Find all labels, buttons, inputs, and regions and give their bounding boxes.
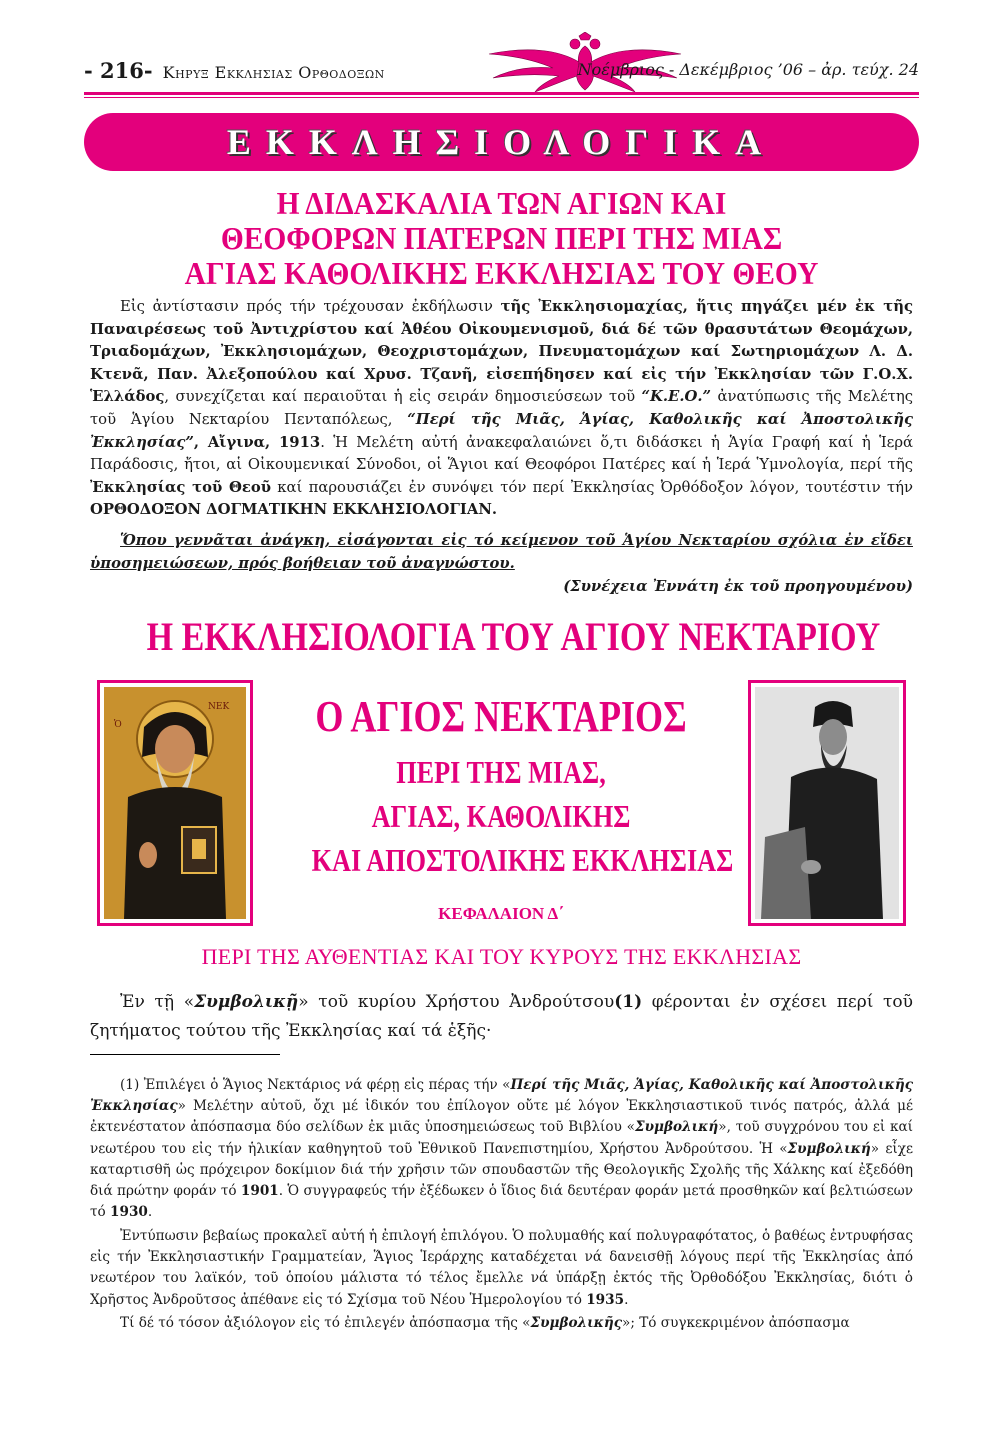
intro-text-bold: , Αἴγινα, 1913: [193, 433, 321, 451]
footnote-emph: Περί τῆς Μιᾶς, Ἁγίας, Καθολικῆς καί Ἀποστολικῆς Ἐκκλησίας: [90, 1077, 913, 1115]
section-banner: [84, 113, 919, 171]
footnote-text: » εἶχε καταρτισθῆ ὡς πρόχειρον δοκίμιον διά τήν χρῆσιν τῶν σπουδαστῶν τῆς Θεολογικῆς Σχολῆς τῆς Χάλκης καί ἐξεδόθη διά πρώτην φοράν τό: [90, 1140, 913, 1200]
footnote-year: 1935: [586, 1291, 625, 1308]
running-header: [84, 52, 919, 96]
footnote-3: [90, 1313, 913, 1334]
footnote-text: .: [147, 1204, 153, 1221]
footnote-text: .: [624, 1291, 629, 1308]
footnote-separator: [90, 1054, 280, 1055]
body-text: Ἐν τῇ «: [120, 992, 195, 1012]
subtitle-line: ΚΑΙ ΑΠΟΣΤΟΛΙΚΗΣ ΕΚΚΛΗΣΙΑΣ: [311, 842, 734, 878]
article-title-line: ΑΓΙΑΣ ΚΑΘΟΛΙΚΗΣ ΕΚΚΛΗΣΙΑΣ ΤΟΥ ΘΕΟΥ: [184, 255, 819, 291]
footnote-text: (1) Ἐπιλέγει ὁ Ἅγιος Νεκτάριος νά φέρῃ εἰς πέρας τήν «: [120, 1077, 511, 1093]
article-title: [117, 186, 885, 291]
subtitle-line: ΠΕΡΙ ΤΗΣ ΜΙΑΣ,: [396, 754, 606, 790]
intro-text-bold: Ἐκκλησίας τοῦ Θεοῦ: [90, 478, 271, 496]
footnote-text: . Ὁ συγγραφεύς τήν ἐξέδωκεν ὁ ἴδιος διά δευτέραν φοράν μετά προσθηκῶν καί βελτιώσεων τό: [90, 1183, 913, 1221]
article-title-line: ΘΕΟΦΟΡΩΝ ΠΑΤΕΡΩΝ ΠΕΡΙ ΤΗΣ ΜΙΑΣ: [220, 220, 783, 256]
intro-text-bold: τῆς Ἐκκλησιομαχίας, ἥτις πηγάζει μέν ἐκ τῆς Παναιρέσεως τοῦ Ἀντιχρίστου καί Ἀθέου Οἰκουμενισμοῦ, διά δέ τῶν θρασυτάτων Θεομάχων, Τριαδομάχων, Ἐκκλησιομάχων, Θεοχριστομάχων, Πνευματομάχων καί Σωτηριομάχων Λ. Δ. Κτενᾶ, Παν. Ἀλεξοπούλου καί Χρυσ. Τζανῆ, εἰσεπήδησεν καί εἰς τήν Ἐκκλησίαν τῶν Γ.Ο.Χ. Ἑλλάδος: [90, 298, 913, 406]
saint-icon-painting: [97, 680, 253, 926]
footnote-2: [90, 1226, 913, 1311]
footnote-year: 1901: [240, 1183, 279, 1200]
body-text: » τοῦ κυρίου Χρήστου Ἀνδρούτσου: [298, 992, 615, 1012]
banner-label: ΕΚΚΛΗΣΙΟΛΟΓΙΚΑ: [226, 122, 777, 162]
footnote-emph: Συμβολική: [634, 1119, 719, 1136]
body-paragraph: [90, 988, 913, 1046]
intro-text: ἀνατύπωσις τῆς Μελέτης τοῦ Ἁγίου Νεκταρίου Πενταπόλεως,: [90, 388, 913, 428]
intro-text: . Ἡ Μελέτη αὐτή ἀνακεφαλαιώνει ὅ,τι διδάσκει ἡ Ἁγία Γραφή καί ἡ Ἱερά Παράδοσις, ἤτοι, αἱ Οἰκουμενικαί Σύνοδοι, οἱ Ἅγιοι καί Θεοφόροι Πατέρες καί ἡ Ἱερά Ὑμνολογία, περί τῆς: [90, 433, 914, 474]
header-left: [84, 58, 385, 83]
article-title-line: Η ΔΙΔΑΣΚΑΛΙΑ ΤΩΝ ΑΓΙΩΝ ΚΑΙ: [276, 185, 727, 221]
footnote-emph: Συμβολικῆς: [530, 1315, 622, 1331]
intro-paragraph: [90, 296, 913, 522]
subtitle-line: ΑΓΙΑΣ, ΚΑΘΟΛΙΚΗΣ: [371, 798, 631, 834]
svg-text:ΝΕΚ: ΝΕΚ: [208, 702, 230, 712]
footnote-text: Ἐντύπωσιν βεβαίως προκαλεῖ αὐτή ἡ ἐπιλογή ἐπιλόγου. Ὁ πολυμαθής καί πολυγραφότατος, ὁ βαθέως ἐντρυφήσας εἰς τήν Ἐκκλησιαστικήν Γραμματείαν, Ἅγιος Ἱεράρχης καταδέχεται νά δανεισθῇ λόγους περί τῆς Ἐκκλησίας ἀπό νεωτέρον του λαϊκόν, τοῦ ὁποίου μάλιστα τό τέλος ἔμελλε νά ὑπάρξῃ ἐκτός τῆς Ὀρθοδόξου Ἐκκλησίας, διότι ὁ Χρῆστος Ἀνδροῦτσος ἀπέθανε εἰς τό Σχίσμα τοῦ Νέου Ἡμερολογίου τό: [90, 1228, 913, 1308]
header-rule: [84, 92, 919, 95]
intro-text: , συνεχίζεται καί περαιοῦται ἡ εἰς σειράν δημοσιεύσεων τοῦ: [164, 388, 642, 406]
body-text: φέρονται ἐν σχέσει περί τοῦ ζητήματος τούτου τῆς Ἐκκλησίας καί τά ἑξῆς·: [90, 992, 914, 1041]
subtitle-lines: [311, 750, 734, 882]
footnote-year: 1930: [110, 1204, 148, 1221]
continuation-note: (Συνέχεια Ἐννάτη ἐκ τοῦ προηγουμένου): [563, 578, 913, 595]
intro-text-emph: “Κ.Ε.Ο.”: [641, 388, 712, 406]
header-rule-thin: [84, 97, 919, 98]
publication-name: Κηρυξ Εκκλησιας Ορθοδοξων: [162, 63, 385, 82]
footnote-emph: Συμβολική: [787, 1140, 871, 1157]
saint-photograph: [748, 680, 906, 926]
chapter-heading: ΠΕΡΙ ΤΗΣ ΑΥΘΕΝΤΙΑΣ ΚΑΙ ΤΟΥ ΚΥΡΟΥΣ ΤΗΣ ΕΚΚΛΗΣΙΑΣ: [201, 944, 802, 969]
intro-book-title: “Περί τῆς Μιᾶς, Ἁγίας, Καθολικῆς καί Ἀποστολικῆς Ἐκκλησίας”: [90, 410, 913, 451]
chapter-label: ΚΕΦΑΛΑΙΟΝ Δ΄: [438, 904, 564, 923]
footnote-1: [90, 1075, 913, 1223]
intro-note: Ὅπου γεννᾶται ἀνάγκη, εἰσάγονται εἰς τό κείμενον τοῦ Ἁγίου Νεκταρίου σχόλια ἐν εἴδει ὑποσημειώσεων, πρός βοήθειαν τοῦ ἀναγνώστου.: [90, 532, 913, 572]
intro-text-bold: ΟΡΘΟΔΟΞΟΝ ΔΟΓΜΑΤΙΚΗΝ ΕΚΚΛΗΣΙΟΛΟΓΙΑΝ.: [90, 501, 498, 519]
intro-text: Εἰς ἀντίστασιν πρός τήν τρέχουσαν ἐκδήλωσιν: [120, 298, 501, 315]
svg-text:Ὁ: Ὁ: [114, 720, 122, 730]
footnote-text: », τοῦ συγχρόνου του εἰ καί νεωτέρου του εἰς τήν ἡλικίαν καθηγητοῦ τοῦ Ἐθνικοῦ Πανεπιστημίου, Χρήστου Ἀνδρούτσου. Ἡ «: [90, 1119, 913, 1157]
footnote-text: Τί δέ τό τόσον ἀξιόλογον εἰς τό ἐπιλεγέν ἀπόσπασμα τῆς «: [120, 1315, 531, 1331]
body-text-emph: Συμβολικῇ: [194, 992, 299, 1012]
intro-text: καί παρουσιάζει ἐν συνόψει τόν περί Ἐκκλησίας Ὀρθόδοξον λόγον, τουτέστιν τήν: [270, 478, 913, 496]
saint-photo-image: [755, 687, 899, 919]
saint-icon-image: [104, 687, 246, 919]
footnote-text: »; Τό συγκεκριμένον ἀπόσπασμα: [622, 1315, 850, 1331]
subtitle-main: Ο ΑΓΙΟΣ ΝΕΚΤΑΡΙΟΣ: [315, 692, 687, 741]
section-title: Η ΕΚΚΛΗΣΙΟΛΟΓΙΑ ΤΟΥ ΑΓΙΟΥ ΝΕΚΤΑΡΙΟΥ: [146, 614, 881, 659]
issue-info: Νοέμβριος - Δεκέμβριος ’06 – ἀρ. τεύχ. 24: [577, 60, 919, 79]
footnote-ref: (1): [614, 992, 643, 1012]
footnote-text: » Μελέτην αὐτοῦ, ὄχι μέ ἰδικόν του ἐπίλογον οὔτε μέ λόγον Ἐκκλησιαστικοῦ τινός πατρός, ἀλλά μέ ἐκτενέστατον ἀπόσπασμα δύο σελίδων ἐκ μιᾶς ὑποσημειώσεως τοῦ Βιβλίου «: [90, 1098, 913, 1136]
page-number: - 216-: [84, 58, 153, 83]
